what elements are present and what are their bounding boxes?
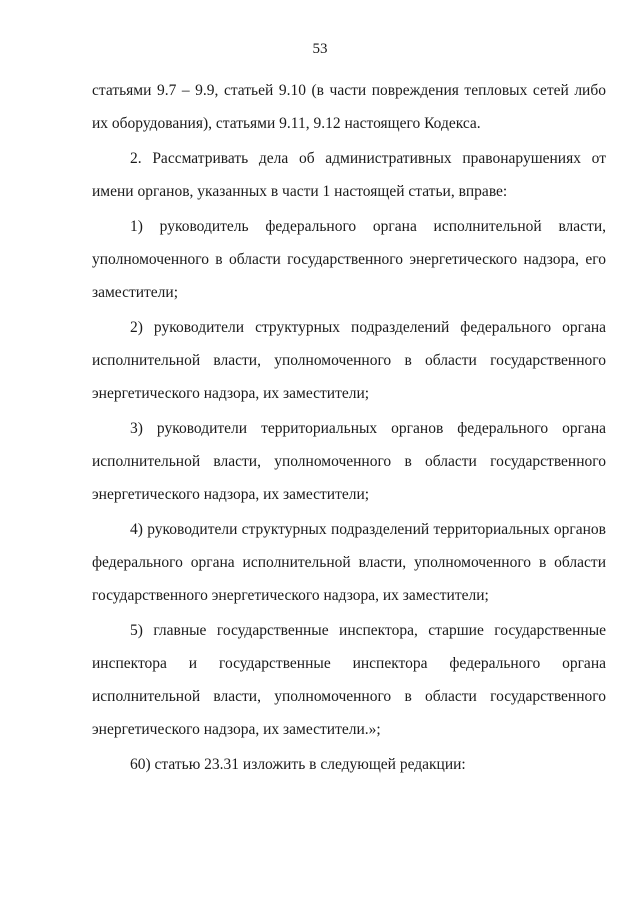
document-body	[92, 74, 606, 781]
page-number: 53	[312, 41, 328, 57]
list-item-4: 4) руководители структурных подразделений территориальных органов федерального органа исполнительной власти, уполномоченного в области государственного энергетического надзора, их заместители;	[92, 521, 606, 604]
list-item-5: 5) главные государственные инспектора, старшие государственные инспектора и государственные инспектора федерального органа исполнительной власти, уполномоченного в области государственного энергетического надзора, их заместители.»;	[92, 622, 606, 738]
list-item-3: 3) руководители территориальных органов федерального органа исполнительной власти, уполномоченного в области государственного энергетического надзора, их заместители;	[92, 420, 606, 503]
paragraph-part-2: 2. Рассматривать дела об административных правонарушениях от имени органов, указанных в части 1 настоящей статьи, вправе:	[92, 150, 606, 200]
list-item-2: 2) руководители структурных подразделений федерального органа исполнительной власти, уполномоченного в области государственного энергетического надзора, их заместители;	[92, 319, 606, 402]
paragraph-continuation: статьями 9.7 – 9.9, статьей 9.10 (в части повреждения тепловых сетей либо их оборудования), статьями 9.11, 9.12 настоящего Кодекса.	[92, 82, 606, 132]
paragraph-item-60: 60) статью 23.31 изложить в следующей редакции:	[130, 756, 466, 773]
list-item-1: 1) руководитель федерального органа исполнительной власти, уполномоченного в области государственного энергетического надзора, его заместители;	[92, 218, 606, 301]
